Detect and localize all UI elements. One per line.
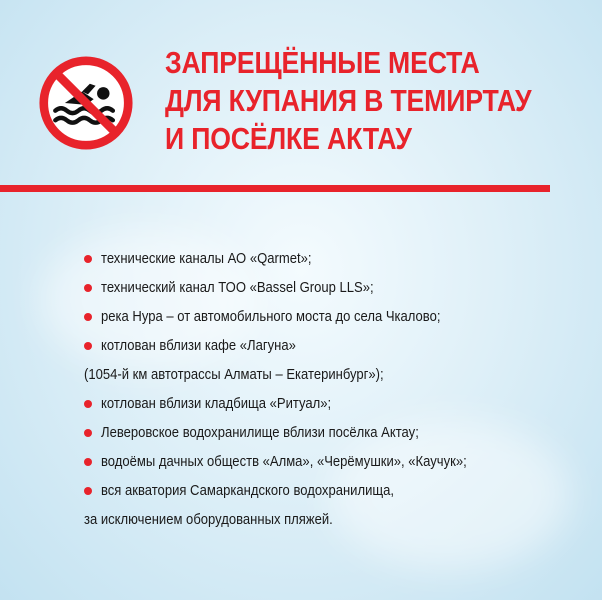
list-item-text: технический канал ТОО «Bassel Group LLS»; [101, 279, 374, 296]
title-line: И ПОСЁЛКЕ АКТАУ [165, 121, 412, 156]
bullet-dot [84, 400, 92, 408]
list-item-text: котлован вблизи кафе «Лагуна» [101, 337, 296, 354]
list-item [84, 302, 602, 331]
list-item [84, 505, 602, 534]
list-item [84, 476, 602, 505]
bullet-dot [84, 284, 92, 292]
list-item [84, 244, 602, 273]
list-item-text: за исключением оборудованных пляжей. [84, 511, 333, 528]
bullet-dot [84, 255, 92, 263]
bullet-dot [84, 458, 92, 466]
list-item-text: (1054-й км автотрассы Алматы – Екатеринбург»); [84, 366, 384, 383]
places-list [84, 244, 602, 534]
no-swimming-icon [38, 55, 134, 151]
list-item [84, 273, 602, 302]
bullet-dot [84, 313, 92, 321]
list-item-text: вся акватория Самаркандского водохранилища, [101, 482, 394, 499]
page-title [165, 44, 532, 158]
list-item-text: технические каналы АО «Qarmet»; [101, 250, 312, 267]
list-item-text: река Нура – от автомобильного моста до села Чкалово; [101, 308, 441, 325]
list-item-text: водоёмы дачных обществ «Алма», «Черёмушки», «Каучук»; [101, 453, 467, 470]
list-item-text: Леверовское водохранилище вблизи посёлка Актау; [101, 424, 419, 441]
bullet-dot [84, 487, 92, 495]
title-line: ЗАПРЕЩЁННЫЕ МЕСТА [165, 45, 480, 80]
bullet-dot [84, 342, 92, 350]
list-item [84, 389, 602, 418]
list-item [84, 360, 602, 389]
list-item [84, 331, 602, 360]
title-line: ДЛЯ КУПАНИЯ В ТЕМИРТАУ [165, 83, 532, 118]
bullet-dot [84, 429, 92, 437]
list-item [84, 418, 602, 447]
red-divider [0, 185, 550, 192]
list-item [84, 447, 602, 476]
list-item-text: котлован вблизи кладбища «Ритуал»; [101, 395, 332, 412]
